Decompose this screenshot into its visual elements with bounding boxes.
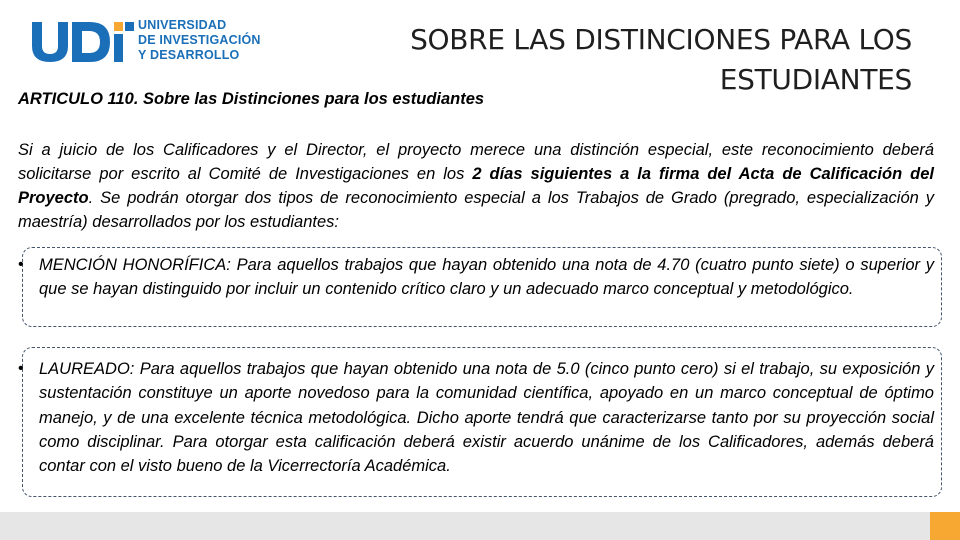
slide-header — [0, 0, 960, 96]
udi-logo-mark — [30, 18, 134, 64]
list-item-text: MENCIÓN HONORÍFICA: Para aquellos trabajos que hayan obtenido una nota de 4.70 (cuatro punto siete) o superior y que se hayan distinguido por incluir un contenido crítico claro y un adecuado marco conceptual y metodológico. — [39, 256, 934, 299]
university-name — [138, 18, 288, 63]
intro-deadline: 2 días siguientes a la firma del Acta de Calificación del Proyecto — [18, 165, 935, 207]
intro-paragraph — [18, 138, 934, 234]
university-name-line: Y DESARROLLO — [138, 48, 240, 62]
intro-text: Si a juicio de los Calificadores y el Director, el proyecto merece una distinción especial, este reconocimiento deberá solicitarse por escrito al Comité de Investigaciones en los — [18, 141, 934, 183]
university-name-line: UNIVERSIDAD — [138, 18, 227, 32]
list-item-text: LAUREADO: Para aquellos trabajos que hayan obtenido una nota de 5.0 (cinco punto cero) si el trabajo, su exposición y sustentación constituye un aporte novedoso para la comunidad científica, apoyado en un marco conceptual de óptimo manejo, y de una excelente técnica metodológica. Dicho aporte tendrá que caracterizarse tanto por su proyección social como disciplinar. Para otorgar esta calificación deberá existir acuerdo unánime de los Calificadores, además deberá contar con el visto bueno de la Vicerrectoría Académica. — [39, 360, 934, 476]
intro-text: . Se podrán otorgar dos tipos de reconocimiento especial a los Trabajos de Grado (pregrado, especialización y maestría) desarrollados por los estudiantes: — [18, 189, 934, 231]
article-heading: ARTICULO 110. Sobre las Distinciones para los estudiantes — [18, 90, 485, 108]
footer-accent — [930, 512, 960, 540]
university-name-line: DE INVESTIGACIÓN — [138, 33, 261, 47]
bullet-icon: • — [18, 360, 24, 377]
footer-bar — [0, 512, 930, 540]
slide-title: SOBRE LAS DISTINCIONES PARA LOS ESTUDIANTES — [410, 23, 912, 96]
bullet-icon: • — [18, 256, 24, 273]
